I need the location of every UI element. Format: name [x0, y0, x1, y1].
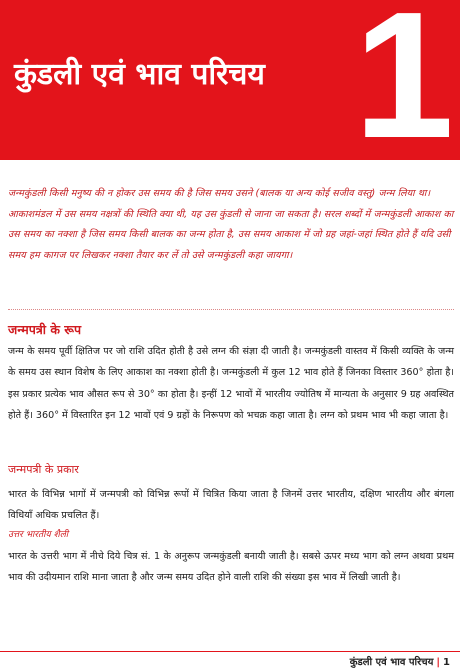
section-body-types: भारत के विभिन्न भागों में जन्मपत्री को विभिन्न रूपों में चित्रित किया जाता है जिनमें उत्तर भारतीय, दक्षिण भारतीय और बंगला विधियाँ अधिक प्रचलित हैं। [8, 489, 454, 522]
subsection-body-north-style: भारत के उत्तरी भाग में नीचे दिये चित्र सं. 1 के अनुरूप जन्मकुंडली बनायी जाती है। सबसे ऊपर मध्य भाग को लग्न अथवा प्रथम भाव की उदीयमान राशि माना जाता है और जन्म समय उदित होने वाली राशि की संख्या इस भाव में लिखी जाती है। [8, 551, 454, 584]
chapter-banner [0, 0, 460, 160]
subsection-heading-north-style: उत्तर भारतीय शैली [8, 530, 69, 540]
page-number: 1 [443, 657, 450, 668]
footer-separator: | [436, 657, 441, 668]
page-footer [350, 654, 450, 668]
chapter-title: कुंडली एवं भाव परिचय [14, 57, 265, 92]
footer-rule [0, 651, 460, 652]
section-divider [8, 309, 454, 310]
section-body-forms: जन्म के समय पूर्वी क्षितिज पर जो राशि उदित होती है उसे लग्न की संज्ञा दी जाती है। जन्मकुंडली वास्तव में किसी व्यक्ति के जन्म के समय उस स्थान विशेष के लिए आकाश का नक्शा होती है। जन्मकुंडली में कुल 12 भाव होते हैं जिनका विस्तार 360° होता है। इस प्रकार प्रत्येक भाव औसत रूप से 30° का होता है। इन्हीं 12 भावों में भारतीय ज्योतिष में मान्यता के अनुसार 9 ग्रह अवस्थित होते हैं। 360° में विस्तारित इन 12 भावों एवं 9 ग्रहों के निरूपण को भचक्र कहा जाता है। लग्न को प्रथम भाव भी कहा जाता है। [8, 346, 454, 422]
footer-running-title: कुंडली एवं भाव परिचय [349, 657, 434, 668]
section-heading-types: जन्मपत्री के प्रकार [8, 463, 79, 476]
intro-paragraph: जन्मकुंडली किसी मनुष्य की न होकर उस समय की है जिस समय उसने (बालक या अन्य कोई सजीव वस्तु) जन्म लिया था। आकाशमंडल में उस समय नक्षत्रों की स्थिति क्या थी, यह उस कुंडली से जाना जा सकता है। सरल शब्दों में जन्मकुंडली आकाश का उस समय का नक्शा है जिस समय किसी बालक का जन्म होता है, उस समय आकाश में जो ग्रह जहां-जहां स्थित होते हैं यदि उसी समय हम कागज पर लिखकर नक्शा तैयार कर लें तो उसे जन्मकुंडली कहा जायगा। [8, 188, 454, 261]
chapter-number: 1 [353, 0, 454, 160]
section-heading-forms: जन्मपत्री के रूप [8, 322, 82, 337]
